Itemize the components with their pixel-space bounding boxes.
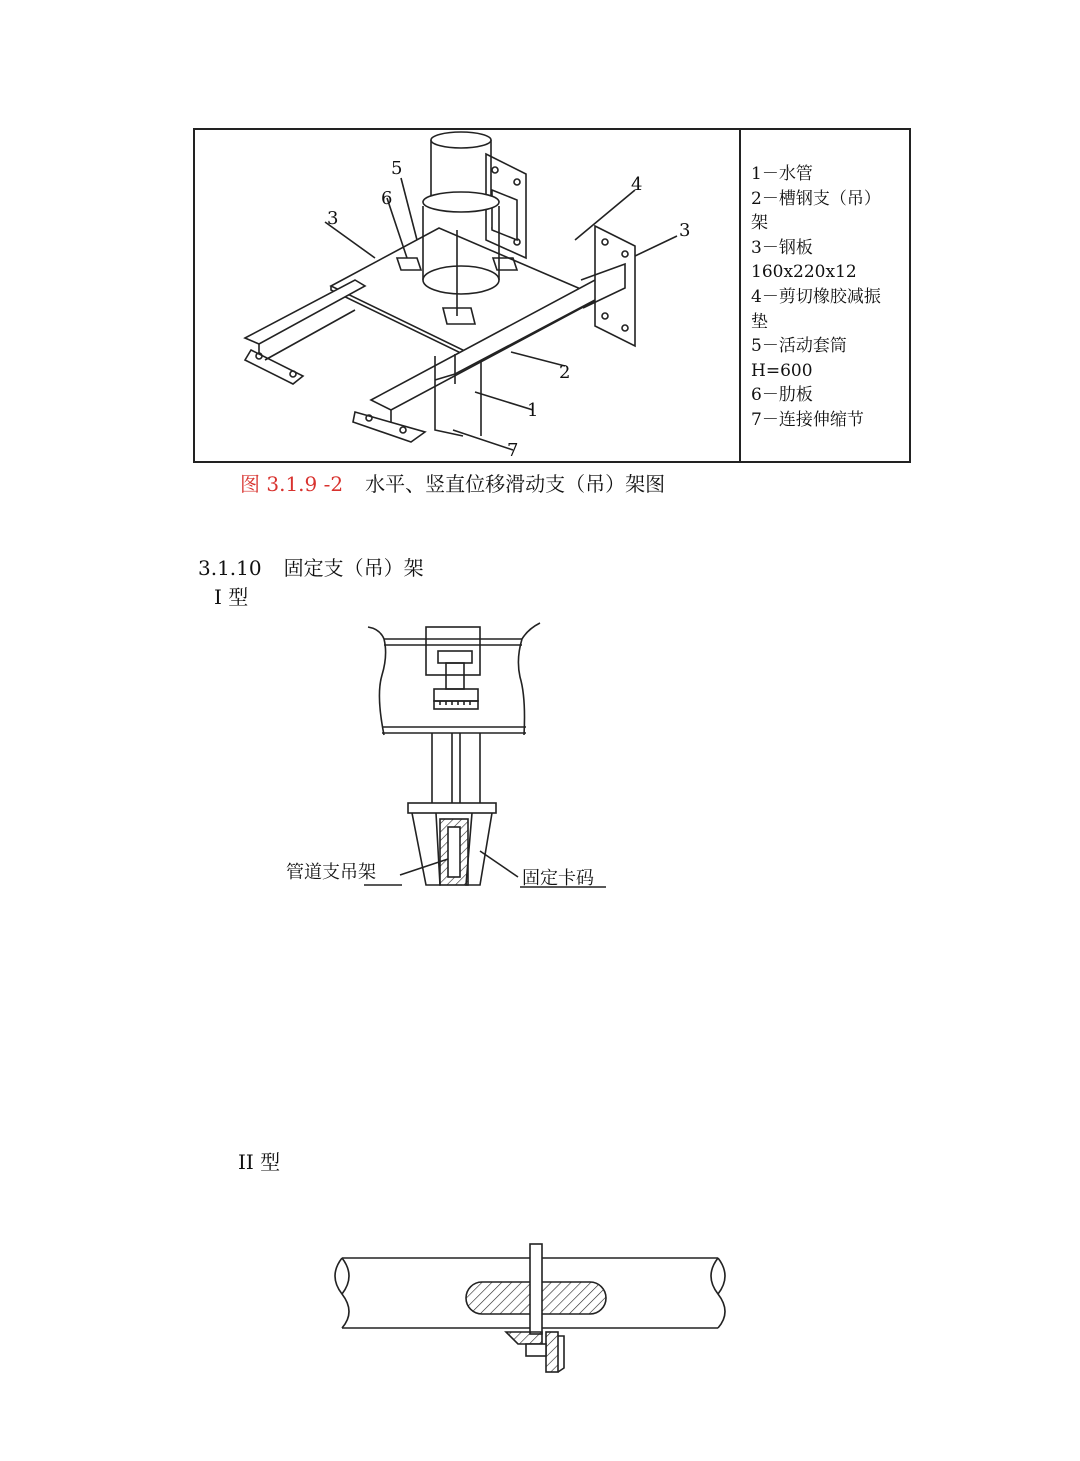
- legend-item: 6－肋板: [751, 385, 813, 406]
- callout-3-left: 3: [327, 208, 339, 229]
- callout-1: 1: [527, 400, 539, 421]
- caption-text: 水平、竖直位移滑动支（吊）架图: [365, 472, 666, 496]
- legend-item: 160x220x12: [751, 262, 857, 283]
- legend-item: H=600: [751, 360, 813, 381]
- legend-item: 5－活动套筒: [751, 336, 847, 357]
- legend-item: 4－剪切橡胶减振: [751, 286, 881, 307]
- legend-item: 2－槽钢支（吊）: [751, 188, 881, 209]
- type2-fixed-support-drawing: [320, 1236, 750, 1386]
- type2-label: II 型: [238, 1150, 281, 1174]
- legend-item: 7－连接伸缩节: [751, 409, 864, 430]
- section-number: 3.1.10: [198, 556, 262, 580]
- legend-item: 架: [751, 213, 768, 234]
- callout-4: 4: [631, 174, 643, 195]
- callout-2: 2: [559, 362, 571, 383]
- type1-label: I 型: [214, 585, 249, 609]
- sliding-support-drawing: [195, 130, 739, 461]
- legend-item: 3－钢板: [751, 237, 813, 258]
- figure-legend: [739, 128, 911, 463]
- callout-5: 5: [391, 158, 403, 179]
- figure-caption: [240, 468, 665, 497]
- caption-number: 图 3.1.9 -2: [240, 472, 344, 496]
- legend-item: 垫: [751, 311, 768, 332]
- callout-6: 6: [381, 188, 393, 209]
- section-title: 固定支（吊）架: [283, 556, 424, 580]
- type1-fixed-support-drawing: [360, 615, 620, 900]
- callout-3-right: 3: [679, 220, 691, 241]
- type1-label-clip: 固定卡码: [522, 868, 594, 889]
- type1-label-pipe-support: 管道支吊架: [286, 862, 376, 883]
- section-heading: [198, 552, 424, 581]
- callout-7: 7: [507, 440, 519, 461]
- legend-item: 1－水管: [751, 164, 813, 184]
